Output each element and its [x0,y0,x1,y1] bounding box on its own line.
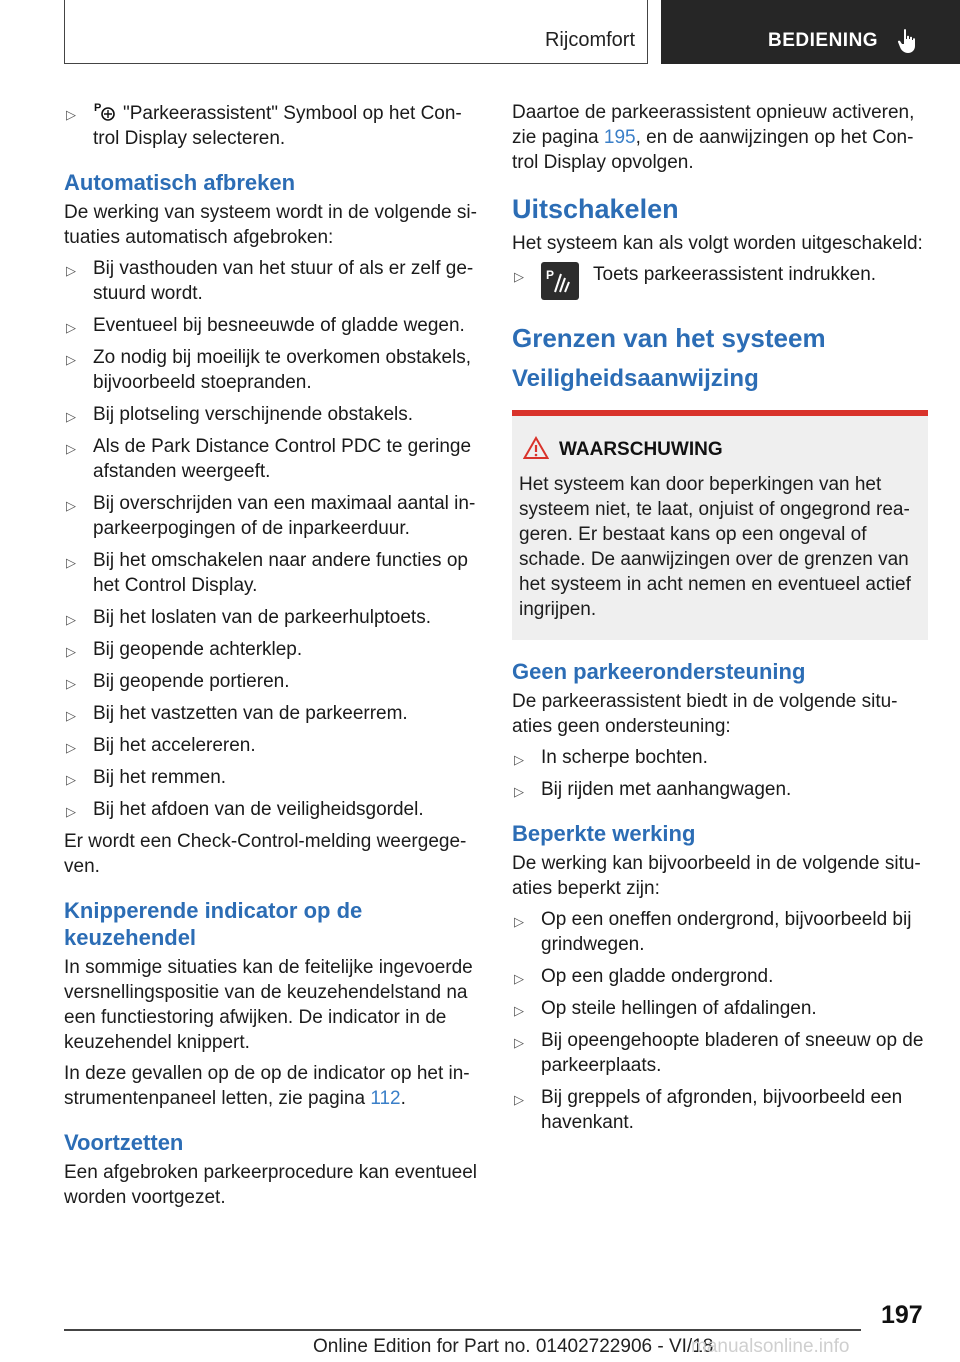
list-item-text: Op steile hellingen of afdalingen. [541,998,817,1019]
watermark: manualsonline.info [691,1336,850,1357]
page-number: 197 [881,1301,923,1329]
list-item-text: Bij rijden met aanhangwagen. [541,779,792,800]
auto-abort-after: Er wordt een Check-Control-melding weergege-ven. [64,831,467,877]
list-item-text: "Parkeerassistent" Symbool op het Con-trol Display selecteren. [93,103,462,149]
left-column [64,100,480,1216]
bullet-triangle-icon: ▷ [66,555,76,570]
parking-button-icon [541,262,579,300]
list-item [64,313,480,338]
list-item [512,777,928,802]
list-item-text: Als de Park Distance Control PDC te geringe afstanden weergeeft. [93,436,472,482]
switch-off-text: Het systeem kan als volgt worden uitgeschakeld: [512,233,923,254]
bullet-triangle-icon: ▷ [514,914,524,929]
list-item [512,907,928,957]
bullet-triangle-icon: ▷ [66,352,76,367]
bullet-triangle-icon: ▷ [66,772,76,787]
list-item [64,345,480,395]
no-support-text: De parkeerassistent biedt in de volgende situ-aties geen ondersteuning: [512,691,898,737]
bullet-triangle-icon: ▷ [66,740,76,755]
list-item-text: Bij het afdoen van de veiligheidsgordel. [93,799,424,820]
limited-text: De werking kan bijvoorbeeld in de volgende situ-aties beperkt zijn: [512,853,921,899]
bullet-triangle-icon: ▷ [66,320,76,335]
list-item [512,1028,928,1078]
bullet-triangle-icon: ▷ [66,708,76,723]
list-item [64,491,480,541]
continue-cont-pre: Daartoe de parkeerassistent opnieuw activeren, zie pagina [512,102,915,148]
header-chapter-box [661,0,960,64]
parking-assistant-icon [93,100,117,122]
list-item-text: Bij greppels of afgronden, bijvoorbeeld een havenkant. [541,1087,903,1133]
list-item-text: Bij opeengehoopte bladeren of sneeuw op de parkeerplaats. [541,1030,924,1076]
blink-text-2-pre: In deze gevallen op de op de indicator op het in-strumentenpaneel letten, zie pagina [64,1063,470,1109]
list-item [512,262,928,300]
list-item-text: Bij het omschakelen naar andere functies op het Control Display. [93,550,468,596]
list-item-text: Bij geopende portieren. [93,671,290,692]
bullet-triangle-icon: ▷ [66,107,76,122]
bullet-triangle-icon: ▷ [66,676,76,691]
warning-triangle-icon [523,436,549,460]
list-item [64,605,480,630]
list-item-text: Zo nodig bij moeilijk te overkomen obstakels, bijvoorbeeld stoepranden. [93,347,472,393]
bullet-triangle-icon: ▷ [514,269,524,284]
list-item [512,996,928,1021]
list-item [64,434,480,484]
warning-text: Het systeem kan door beperkingen van het systeem niet, te laat, onjuist of ongegrond rea-geren. Er bestaat kans op een ongeval of schade. De aanwijzingen over de grenzen van het systeem in acht nemen en eventueel actief ingrijpen. [519,474,911,620]
bullet-triangle-icon: ▷ [66,263,76,278]
list-item [64,701,480,726]
bullet-triangle-icon: ▷ [514,971,524,986]
continue-heading: Voortzetten [64,1130,184,1155]
bullet-triangle-icon: ▷ [66,644,76,659]
list-item [64,637,480,662]
list-item [64,733,480,758]
blink-heading: Knipperende indicator op de keuzehendel [64,898,363,950]
blink-text-2 [64,1061,480,1111]
list-item-text: Toets parkeerassistent indrukken. [593,264,877,285]
no-support-heading: Geen parkeerondersteuning [512,659,806,684]
warning-title: WAARSCHUWING [559,439,723,460]
list-item-text: Bij het remmen. [93,767,227,788]
list-item [512,745,928,770]
bullet-triangle-icon: ▷ [66,498,76,513]
list-item [512,1085,928,1135]
list-item [64,256,480,306]
list-item-text: Bij geopende achterklep. [93,639,303,660]
intro-list [64,100,480,151]
footer-divider [64,1329,861,1331]
list-item-text: Bij het loslaten van de parkeerhulptoets. [93,607,431,628]
list-item-text: Op een gladde ondergrond. [541,966,774,987]
switch-off-heading: Uitschakelen [512,194,679,224]
footer-edition: Online Edition for Part no. 01402722906 - VI/18 [313,1336,714,1357]
continue-cont-post: , en de aanwijzingen op het Con-trol Display opvolgen. [512,127,914,173]
bullet-triangle-icon: ▷ [66,409,76,424]
limited-heading: Beperkte werking [512,821,696,846]
page-link-195[interactable]: 195 [603,127,636,148]
pointing-hand-icon [897,28,919,54]
svg-text:P: P [546,268,555,282]
list-item [64,100,480,151]
list-item-text: Bij het accelereren. [93,735,256,756]
list-item-text: In scherpe bochten. [541,747,708,768]
bullet-triangle-icon: ▷ [514,1092,524,1107]
bullet-triangle-icon: ▷ [514,752,524,767]
list-item [64,548,480,598]
list-item-text: Eventueel bij besneeuwde of gladde wegen. [93,315,465,336]
blink-text-2-post: . [400,1088,406,1109]
auto-abort-text: De werking van systeem wordt in de volgende si-tuaties automatisch afgebroken: [64,202,477,248]
header-chapter-title: BEDIENING [768,30,879,51]
list-item [64,797,480,822]
blink-text-1: In sommige situaties kan de feitelijke ingevoerde versnellingspositie van de keuzehendelstand na een functiestoring afwijken. De indicator in de keuzehendel knippert. [64,957,473,1053]
warning-title-row [559,438,920,462]
list-item-text: Op een oneffen ondergrond, bijvoorbeeld bij grindwegen. [541,909,912,955]
limits-heading: Grenzen van het systeem [512,323,826,353]
bullet-triangle-icon: ▷ [514,1035,524,1050]
auto-abort-list [64,256,480,822]
svg-text:P: P [94,102,102,114]
list-item-text: Bij plotseling verschijnende obstakels. [93,404,414,425]
continue-text-cont [512,100,928,175]
warning-box [512,410,928,640]
bullet-triangle-icon: ▷ [66,441,76,456]
header-section-box [64,0,648,64]
auto-abort-heading: Automatisch afbreken [64,170,296,195]
limited-list [512,907,928,1135]
list-item-text: Bij overschrijden van een maximaal aantal in-parkeerpogingen of de inparkeerduur. [93,493,476,539]
bullet-triangle-icon: ▷ [66,804,76,819]
safety-subheading: Veiligheidsaanwijzing [512,365,759,392]
continue-text: Een afgebroken parkeerprocedure kan eventueel worden voortgezet. [64,1162,478,1208]
list-item [64,402,480,427]
list-item-text: Bij vasthouden van het stuur of als er zelf ge-stuurd wordt. [93,258,474,304]
list-item [64,669,480,694]
list-item [64,765,480,790]
list-item-text: Bij het vastzetten van de parkeerrem. [93,703,408,724]
no-support-list [512,745,928,802]
switch-off-list [512,262,928,300]
right-column [512,100,928,1142]
bullet-triangle-icon: ▷ [514,784,524,799]
list-item [512,964,928,989]
page-link-112[interactable]: 112 [370,1088,401,1109]
bullet-triangle-icon: ▷ [66,612,76,627]
header-section-title: Rijcomfort [544,29,635,51]
bullet-triangle-icon: ▷ [514,1003,524,1018]
